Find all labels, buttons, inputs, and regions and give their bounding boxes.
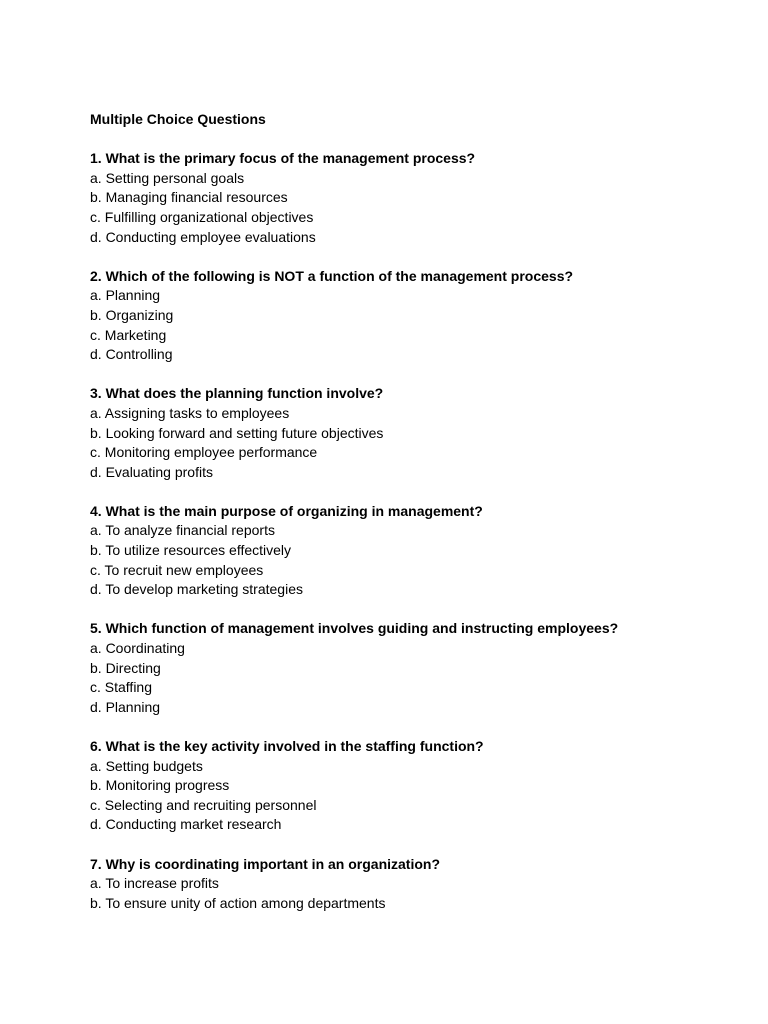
answer-option: b. Looking forward and setting future objectives [90, 424, 384, 441]
answer-option: d. Controlling [90, 346, 173, 363]
answer-option: c. Staffing [90, 679, 153, 696]
answer-option: d. To develop marketing strategies [90, 581, 303, 598]
answer-option: a. To analyze financial reports [90, 522, 275, 539]
answer-option: b. Organizing [90, 306, 174, 323]
answer-option: a. Setting budgets [90, 757, 203, 774]
question-text: 6. What is the key activity involved in the staffing function? [90, 738, 484, 754]
question-block [90, 384, 730, 482]
answer-option: b. Monitoring progress [90, 777, 230, 794]
answer-option: d. Conducting employee evaluations [90, 228, 316, 245]
question-text: 5. Which function of management involves guiding and instructing employees? [90, 620, 619, 637]
answer-option: a. Planning [90, 287, 161, 304]
answer-option: c. Selecting and recruiting personnel [90, 796, 317, 813]
answer-option: d. Evaluating profits [90, 463, 213, 480]
question-text: 4. What is the main purpose of organizing in management? [90, 502, 483, 519]
question-block [90, 149, 730, 247]
answer-option: c. Fulfilling organizational objectives [90, 208, 314, 225]
answer-option: b. To utilize resources effectively [90, 542, 292, 559]
question-text: 1. What is the primary focus of the management process? [90, 150, 476, 167]
question-text: 2. Which of the following is NOT a function of the management process? [90, 267, 574, 284]
answer-option: b. Managing financial resources [90, 189, 288, 206]
answer-option: a. To increase profits [90, 875, 219, 892]
answer-option: b. Directing [90, 659, 161, 676]
answer-option: d. Planning [90, 698, 161, 715]
answer-option: d. Conducting market research [90, 816, 282, 833]
question-text: 3. What does the planning function involve? [90, 385, 384, 402]
document-content [90, 110, 730, 933]
document-title: Multiple Choice Questions [90, 111, 266, 127]
question-block [90, 737, 730, 835]
question-block [90, 267, 730, 365]
answer-option: c. Monitoring employee performance [90, 444, 318, 461]
question-block [90, 619, 730, 717]
question-text: 7. Why is coordinating important in an organization? [90, 855, 441, 872]
answer-option: a. Assigning tasks to employees [90, 404, 290, 421]
question-block [90, 855, 730, 914]
answer-option: c. Marketing [90, 326, 167, 343]
answer-option: a. Setting personal goals [90, 169, 245, 186]
answer-option: b. To ensure unity of action among departments [90, 894, 386, 911]
answer-option: a. Coordinating [90, 640, 185, 657]
question-block [90, 502, 730, 600]
answer-option: c. To recruit new employees [90, 561, 264, 578]
